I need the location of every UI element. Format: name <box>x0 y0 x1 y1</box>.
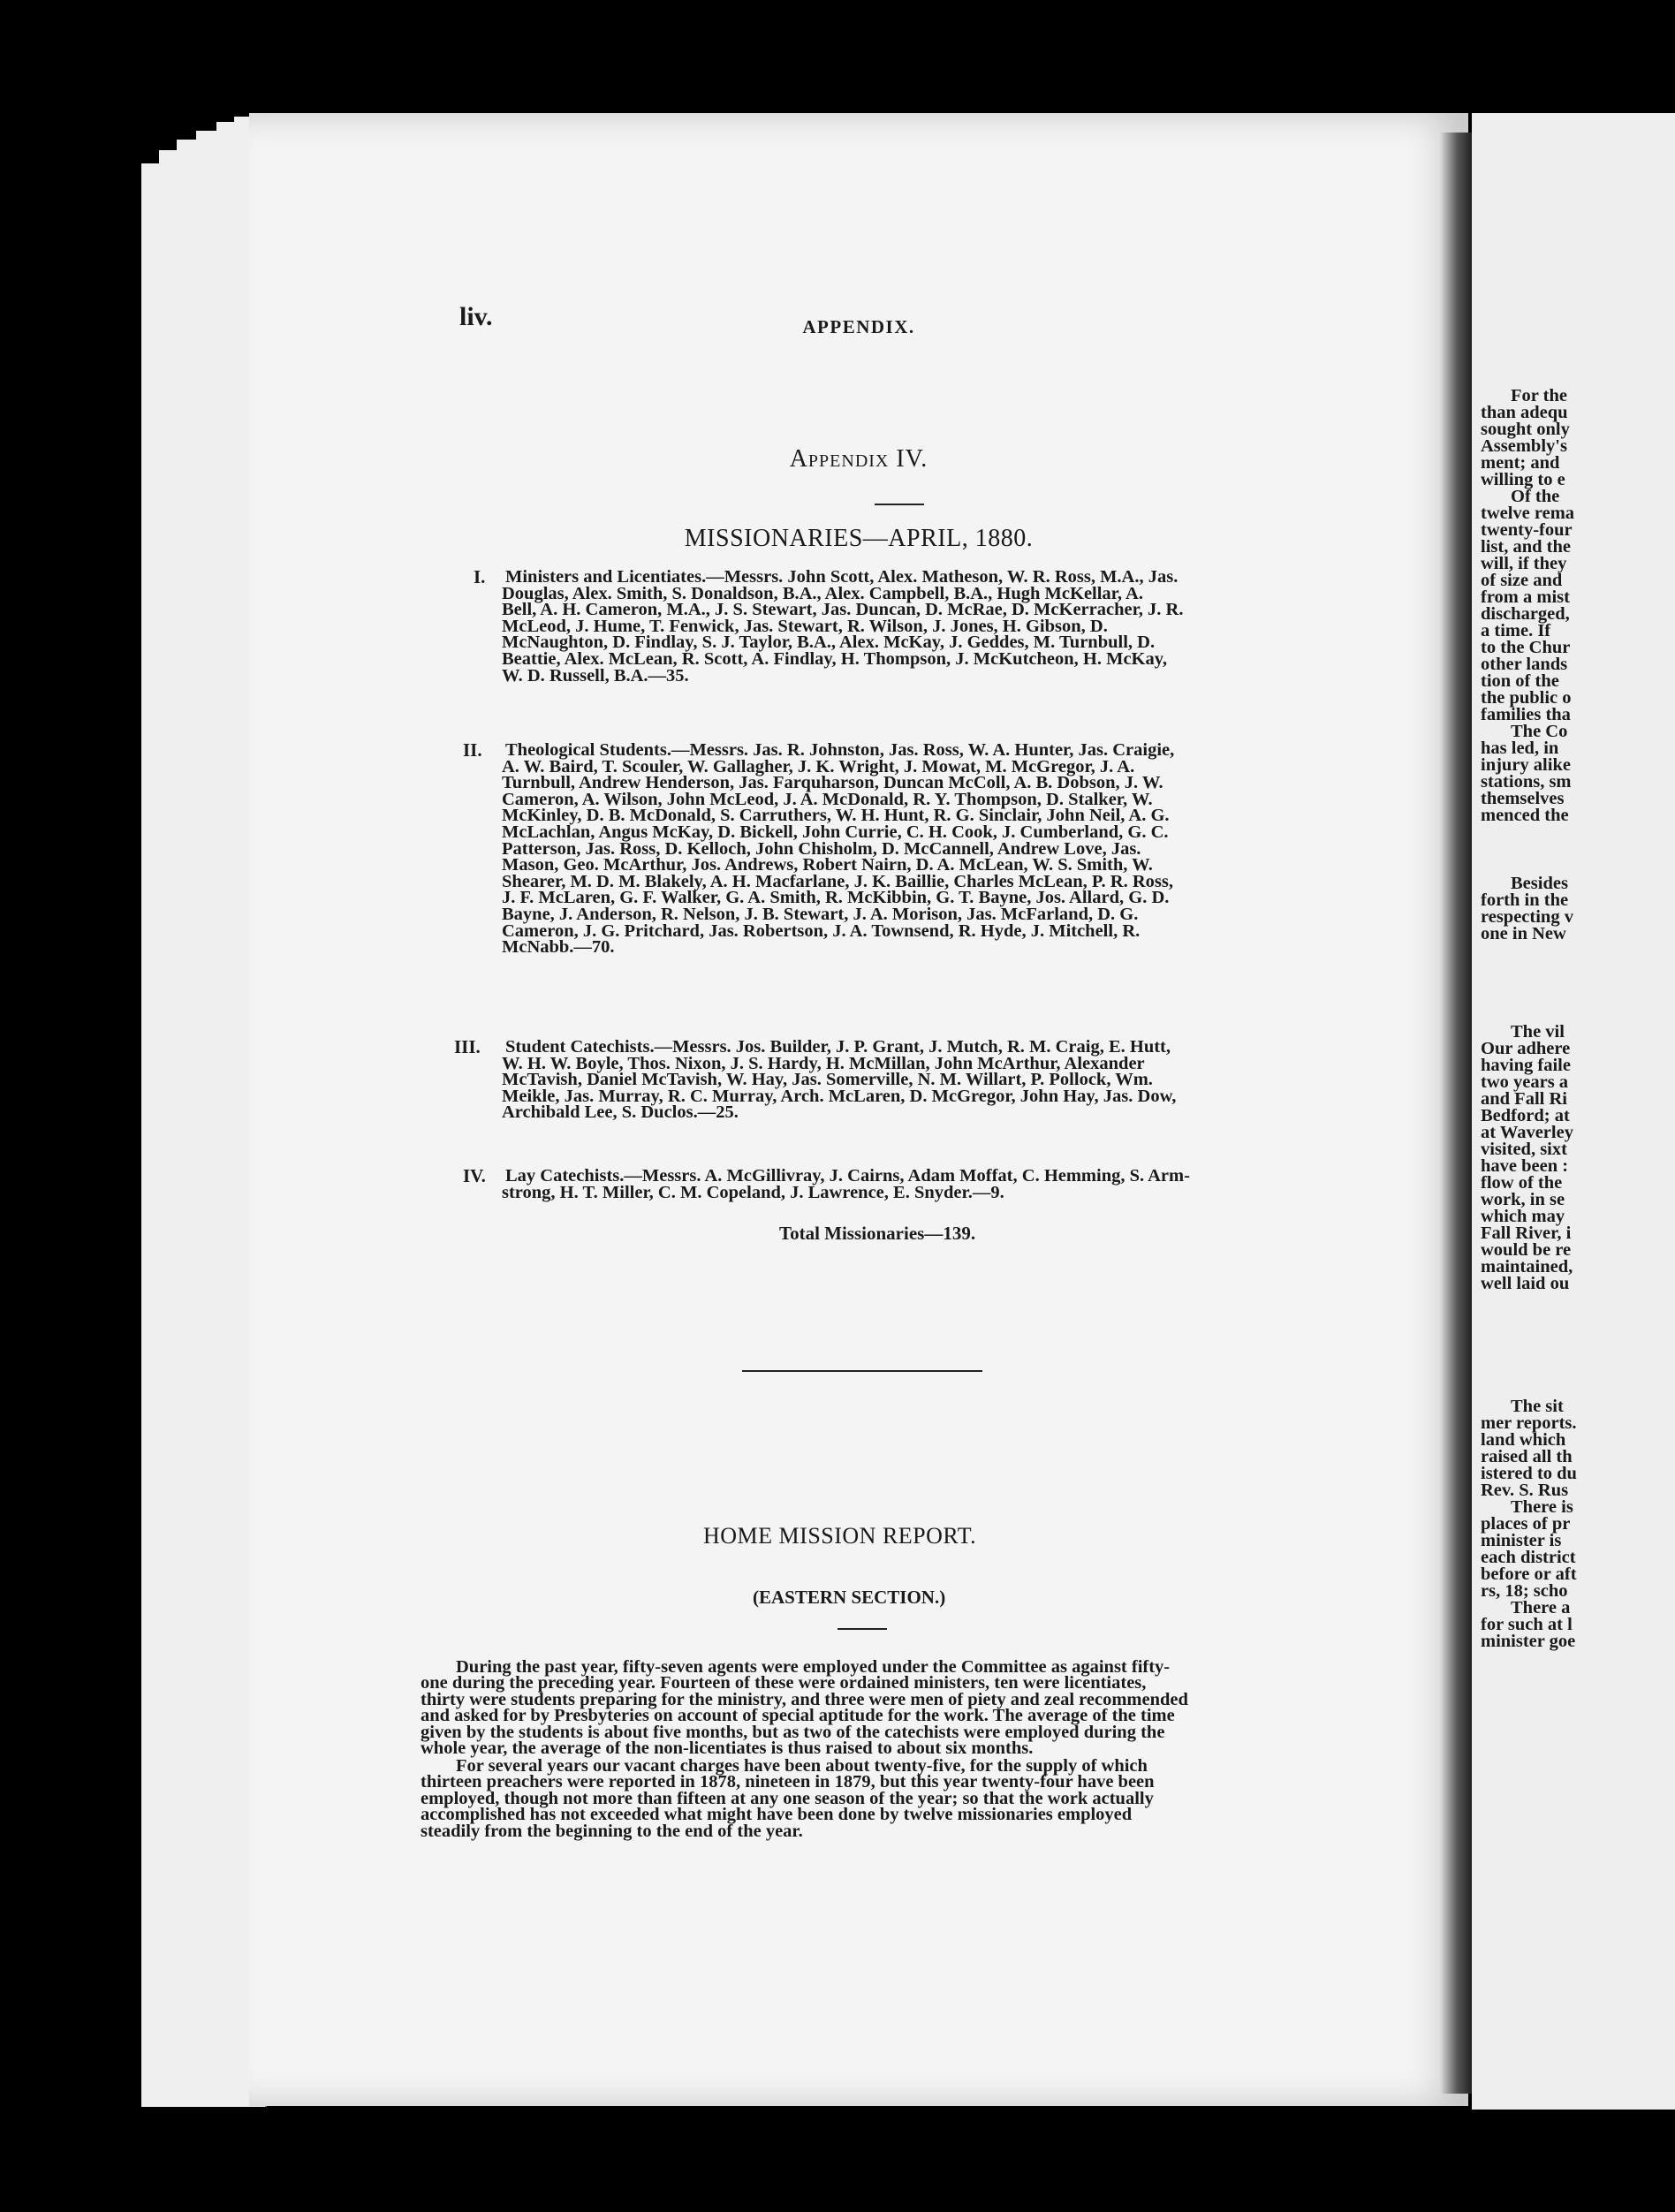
facing-page-line: at Waverley <box>1481 1123 1573 1142</box>
section-line: McLeod, J. Hume, T. Fenwick, Jas. Stewart, R. Wilson, J. Jones, H. Gibson, D. <box>502 616 1108 636</box>
report-subtitle: (EASTERN SECTION.) <box>753 1587 946 1608</box>
section-line: Mason, Geo. McArthur, Jos. Andrews, Robert Nairn, D. A. McLean, W. S. Smith, W. <box>502 855 1153 875</box>
running-head: APPENDIX. <box>802 316 915 337</box>
facing-page-line: The vil <box>1511 1022 1565 1042</box>
facing-page-line: Assembly's <box>1481 436 1567 456</box>
facing-page-line: sought only <box>1481 420 1570 439</box>
report-title: HOME MISSION REPORT. <box>703 1523 977 1549</box>
section-theological-students <box>463 739 1336 958</box>
section-line: J. F. McLaren, G. F. Walker, G. A. Smith, R. McKibbin, G. T. Bayne, Jos. Allard, G. D. <box>502 888 1170 908</box>
facing-page-line: Besides <box>1511 874 1568 893</box>
facing-page-line: a time. If <box>1481 621 1551 640</box>
facing-page-line: list, and the <box>1481 537 1571 557</box>
facing-page-line: Rev. S. Rus <box>1481 1481 1569 1500</box>
facing-page-line: Of the <box>1511 487 1560 506</box>
facing-page-line: For the <box>1511 386 1567 405</box>
section-line: Bayne, J. Anderson, R. Nelson, J. B. Stewart, J. A. Morison, Jas. McFarland, D. G. <box>502 904 1139 924</box>
facing-page-line: There is <box>1511 1497 1573 1517</box>
facing-page-line: willing to e <box>1481 470 1565 489</box>
section-line: McNaughton, D. Findlay, S. J. Taylor, B.A., Alex. McKay, J. Geddes, M. Turnbull, D. <box>502 633 1156 653</box>
section-numeral: III. <box>454 1036 481 1057</box>
section-line: W. H. W. Boyle, Thos. Nixon, J. S. Hardy, H. McMillan, John McArthur, Alexander <box>502 1053 1145 1073</box>
facing-page-line: discharged, <box>1481 604 1570 624</box>
paragraph-line: accomplished has not exceeded what might have been done by twelve missionaries employed <box>421 1805 1133 1825</box>
facing-page-line: twelve rema <box>1481 504 1575 523</box>
facing-page-line: menced the <box>1481 806 1569 825</box>
facing-page-line: work, in se <box>1481 1190 1565 1209</box>
facing-page-line: families tha <box>1481 705 1571 724</box>
paragraph-line: given by the students is about five months, but as two of the catechists were employed during the <box>421 1722 1165 1742</box>
facing-page-line: flow of the <box>1481 1173 1563 1193</box>
section-lines <box>502 740 1336 958</box>
facing-page-line: istered to du <box>1481 1464 1577 1483</box>
missionaries-title: MISSIONARIES—APRIL, 1880. <box>684 525 1034 552</box>
facing-page-line: well laid ou <box>1481 1274 1570 1293</box>
facing-page-line: injury alike <box>1481 755 1571 775</box>
section-lines <box>502 1037 1336 1123</box>
facing-page-line: than adequ <box>1481 403 1568 422</box>
facing-page-line: other lands <box>1481 655 1568 674</box>
section-numeral: II. <box>463 739 482 761</box>
section-line: Beattie, Alex. McLean, R. Scott, A. Findlay, H. Thompson, J. McKutcheon, H. McKay, <box>502 648 1167 669</box>
section-line: A. W. Baird, T. Scouler, W. Gallagher, J. K. Wright, J. Mowat, M. McGregor, J. A. <box>502 756 1135 776</box>
section-lay-catechists <box>463 1165 1336 1202</box>
section-line: Ministers and Licentiates.—Messrs. John Scott, Alex. Matheson, W. R. Ross, M.A., Jas. <box>505 567 1179 587</box>
facing-page-line: ment; and <box>1481 453 1560 473</box>
facing-page-line: two years a <box>1481 1072 1569 1092</box>
section-line: Meikle, Jas. Murray, R. C. Murray, Arch. McLaren, D. McGregor, John Hay, Jas. Dow, <box>502 1086 1177 1106</box>
facing-page-line: Fall River, i <box>1481 1223 1572 1243</box>
facing-page-line: tion of the <box>1481 671 1559 691</box>
total-missionaries: Total Missionaries—139. <box>779 1223 976 1244</box>
section-divider-rule <box>742 1370 982 1372</box>
subtitle-rule <box>838 1628 887 1630</box>
section-line: McKinley, D. B. McDonald, S. Carruthers, W. H. Hunt, R. G. Sinclair, John Neil, A. G. <box>502 806 1170 826</box>
section-line: Turnbull, Andrew Henderson, Jas. Farquharson, Duncan McColl, A. B. Dobson, J. W. <box>502 773 1163 793</box>
facing-page-line: maintained, <box>1481 1257 1573 1276</box>
facing-page-line: have been : <box>1481 1156 1569 1176</box>
section-line: Shearer, M. D. M. Blakely, A. H. Macfarlane, J. K. Baillie, Charles McLean, P. R. Ross, <box>502 871 1173 891</box>
paragraph-line: For several years our vacant charges have been about twenty-five, for the supply of which <box>456 1756 1148 1776</box>
facing-page-line: one in New <box>1481 924 1566 943</box>
facing-page-line: Our adhere <box>1481 1039 1571 1058</box>
section-line: Cameron, A. Wilson, John McLeod, J. A. McDonald, R. Y. Thompson, D. Stalker, W. <box>502 789 1153 809</box>
facing-page-line: land which <box>1481 1430 1566 1450</box>
paragraph-line: thirty were students preparing for the ministry, and three were men of piety and zeal recommended <box>421 1689 1188 1709</box>
facing-page-line: which may <box>1481 1207 1565 1226</box>
section-line: Douglas, Alex. Smith, S. Donaldson, B.A., Alex. Campbell, B.A., Hugh McKellar, A. <box>502 583 1143 603</box>
facing-page-line: before or aft <box>1481 1564 1577 1584</box>
section-student-catechists <box>454 1036 1336 1123</box>
facing-page-line: themselves <box>1481 789 1565 808</box>
section-line: Lay Catechists.—Messrs. A. McGillivray, J. Cairns, Adam Moffat, C. Hemming, S. Arm- <box>505 1166 1190 1186</box>
appendix-heading: Appendix IV. <box>789 445 928 473</box>
section-line: Patterson, Jas. Ross, D. Kelloch, John Chisholm, D. McCannell, Andrew Love, Jas. <box>502 838 1141 859</box>
section-line: strong, H. T. Miller, C. M. Copeland, J. Lawrence, E. Snyder.—9. <box>502 1182 1004 1202</box>
report-paragraph-1 <box>421 1657 1304 1759</box>
paragraph-line: During the past year, fifty-seven agents were employed under the Committee as against fifty- <box>456 1657 1171 1677</box>
facing-page-line: of size and <box>1481 571 1563 590</box>
facing-page-line: forth in the <box>1481 890 1569 910</box>
section-line: Cameron, J. G. Pritchard, Jas. Robertson, J. A. Townsend, R. Hyde, J. Mitchell, R. <box>502 920 1141 941</box>
section-line: Archibald Lee, S. Duclos.—25. <box>502 1102 739 1123</box>
report-paragraph-2 <box>421 1758 1304 1839</box>
facing-page-line: mer reports. <box>1481 1413 1577 1433</box>
facing-page-line: stations, sm <box>1481 772 1572 792</box>
facing-page-line: to the Chur <box>1481 638 1571 657</box>
section-numeral: I. <box>474 566 486 587</box>
section-ministers <box>474 566 1336 686</box>
facing-page-line: The sit <box>1511 1397 1564 1416</box>
facing-page-line: has led, in <box>1481 739 1559 758</box>
section-lines <box>502 1166 1336 1202</box>
facing-page-line: twenty-four <box>1481 520 1573 540</box>
book-gutter <box>1440 133 1472 2094</box>
facing-page-line: and Fall Ri <box>1481 1089 1567 1109</box>
paragraph-line: and asked for by Presbyteries on account of special aptitude for the work. The average of the time <box>421 1706 1175 1726</box>
paragraph-line: whole year, the average of the non-licentiates is thus raised to about six months. <box>421 1739 1034 1759</box>
page-number: liv. <box>459 302 493 331</box>
paragraph-line: employed, though not more than fifteen at any one season of the year; so that the work actually <box>421 1788 1154 1808</box>
facing-page-line: would be re <box>1481 1240 1572 1260</box>
section-line: McNabb.—70. <box>502 937 615 958</box>
facing-page-line: each district <box>1481 1548 1576 1567</box>
facing-page-line: for such at l <box>1481 1615 1573 1634</box>
facing-page-line: from a mist <box>1481 587 1570 607</box>
facing-page-line: will, if they <box>1481 554 1567 573</box>
facing-page <box>1472 113 1675 2110</box>
facing-page-line: minister goe <box>1481 1632 1576 1651</box>
facing-page-line: having faile <box>1481 1056 1571 1075</box>
section-line: W. D. Russell, B.A.—35. <box>502 665 689 686</box>
facing-page-line: the public o <box>1481 688 1572 708</box>
section-lines <box>502 567 1336 686</box>
facing-page-line: visited, sixt <box>1481 1140 1567 1159</box>
section-line: McLachlan, Angus McKay, D. Bickell, John Currie, C. H. Cook, J. Cumberland, G. C. <box>502 822 1169 842</box>
section-numeral: IV. <box>463 1165 486 1186</box>
facing-page-line: Bedford; at <box>1481 1106 1570 1125</box>
facing-page-line: raised all th <box>1481 1447 1573 1466</box>
facing-page-line: The Co <box>1511 722 1568 741</box>
heading-rule <box>875 504 924 505</box>
facing-page-line: respecting v <box>1481 907 1573 927</box>
facing-page-line: minister is <box>1481 1531 1562 1550</box>
paragraph-line: steadily from the beginning to the end of the year. <box>421 1821 803 1841</box>
section-line: Student Catechists.—Messrs. Jos. Builder, J. P. Grant, J. Mutch, R. M. Craig, E. Hutt, <box>505 1037 1171 1057</box>
facing-page-line: places of pr <box>1481 1514 1571 1534</box>
paragraph-line: one during the preceding year. Fourteen of these were ordained ministers, ten were licentiates, <box>421 1673 1147 1693</box>
facing-page-line: rs, 18; scho <box>1481 1581 1568 1601</box>
section-line: Bell, A. H. Cameron, M.A., J. S. Stewart, Jas. Duncan, D. McRae, D. McKerracher, J. R. <box>502 600 1184 620</box>
paragraph-line: thirteen preachers were reported in 1878, nineteen in 1879, but this year twenty-four have been <box>421 1772 1155 1792</box>
section-line: Theological Students.—Messrs. Jas. R. Johnston, Jas. Ross, W. A. Hunter, Jas. Craigie, <box>505 740 1175 760</box>
facing-page-line: There a <box>1511 1598 1571 1617</box>
section-line: McTavish, Daniel McTavish, W. Hay, Jas. Somerville, N. M. Willart, P. Pollock, Wm. <box>502 1070 1153 1090</box>
